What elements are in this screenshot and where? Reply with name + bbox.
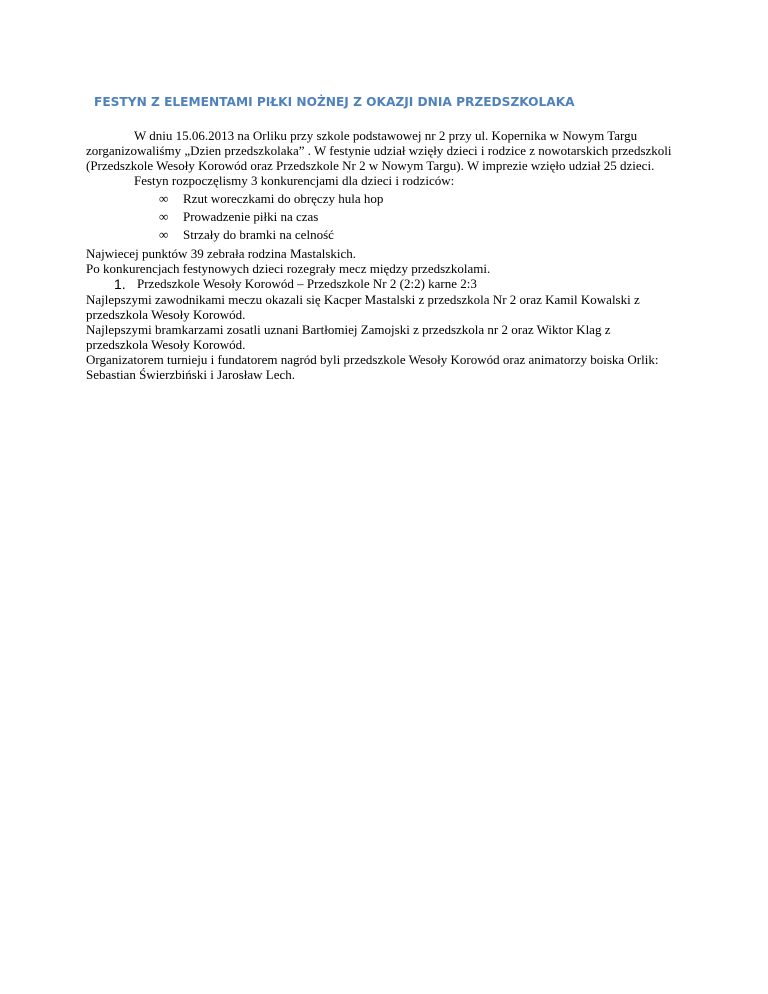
intro-line-1: W dniu 15.06.2013 na Orliku przy szkole podstawowej nr 2 przy ul. Kopernika w Nowym Targu bbox=[134, 128, 638, 143]
competitions-intro: Festyn rozpoczęlismy 3 konkurencjami dla dzieci i rodziców: bbox=[134, 173, 455, 188]
competition-label: Prowadzenie piłki na czas bbox=[183, 209, 319, 224]
intro-line-3: (Przedszkole Wesoły Korowód oraz Przedszkole Nr 2 w Nowym Targu). W imprezie wzięło udział 25 dzieci. bbox=[86, 158, 655, 173]
match-number: 1. bbox=[114, 276, 126, 292]
infinity-bullet-icon: ∞ bbox=[159, 191, 169, 206]
match-intro: Po konkurencjach festynowych dzieci rozegrały mecz między przedszkolami. bbox=[86, 261, 491, 276]
organizers-line-2: Sebastian Świerzbiński i Jarosław Lech. bbox=[86, 367, 296, 382]
match-result: Przedszkole Wesoły Korowód – Przedszkole Nr 2 (2:2) karne 2:3 bbox=[137, 276, 477, 291]
best-goalkeepers-line-2: przedszkola Wesoły Korowód. bbox=[86, 337, 246, 352]
intro-line-2: zorganizowaliśmy „Dzien przedszkolaka” . W festynie udział wzięły dzieci i rodzice z nowotarskich przedszkoli bbox=[86, 143, 672, 158]
list-item bbox=[86, 276, 686, 292]
document-body bbox=[86, 94, 686, 382]
best-goalkeepers-line-1: Najlepszymi bramkarzami zosatli uznani Bartłomiej Zamojski z przedszkola nr 2 oraz Wiktor Klag z bbox=[86, 322, 611, 337]
organizers-line-1: Organizatorem turnieju i fundatorem nagród byli przedszkole Wesoły Korowód oraz animatorzy boiska Orlik: bbox=[86, 352, 659, 367]
list-item bbox=[86, 190, 686, 208]
document-title: FESTYN Z ELEMENTAMI PIŁKI NOŻNEJ Z OKAZJI DNIA PRZEDSZKOLAKA bbox=[94, 95, 575, 109]
best-players-line-2: przedszkola Wesoły Korowód. bbox=[86, 307, 246, 322]
best-players-line-1: Najlepszymi zawodnikami meczu okazali się Kacper Mastalski z przedszkola Nr 2 oraz Kamil Kowalski z bbox=[86, 292, 640, 307]
competitions-list bbox=[86, 190, 686, 244]
infinity-bullet-icon: ∞ bbox=[159, 227, 169, 242]
competition-label: Strzały do bramki na celność bbox=[183, 227, 334, 242]
matches-list bbox=[86, 276, 686, 292]
infinity-bullet-icon: ∞ bbox=[159, 209, 169, 224]
list-item bbox=[86, 208, 686, 226]
points-line: Najwiecej punktów 39 zebrała rodzina Mastalskich. bbox=[86, 246, 357, 261]
list-item bbox=[86, 226, 686, 244]
competition-label: Rzut woreczkami do obręczy hula hop bbox=[183, 191, 384, 206]
